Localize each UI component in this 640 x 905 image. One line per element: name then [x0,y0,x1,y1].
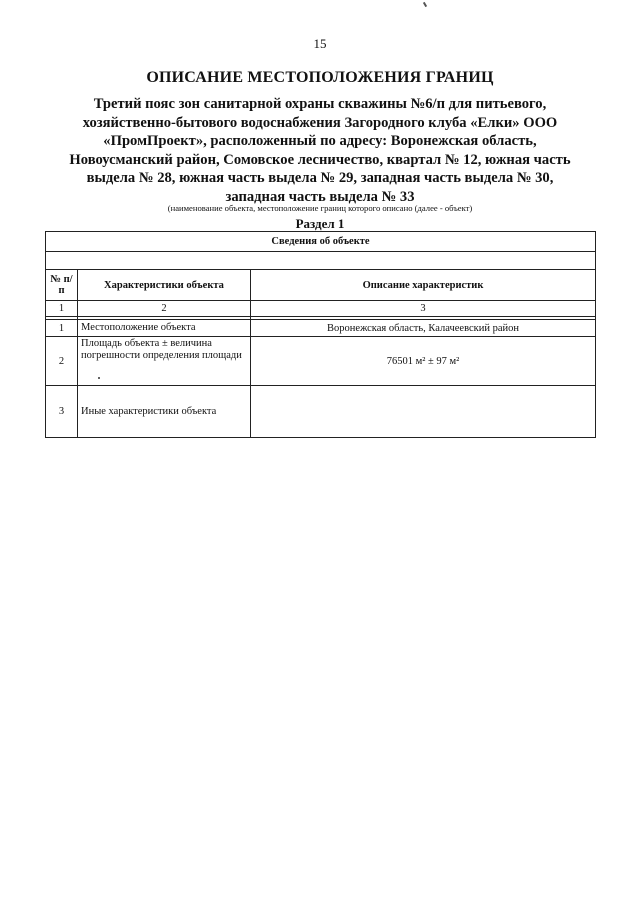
row-number: 1 [46,320,78,337]
object-description-line: выдела № 28, южная часть выдела № 29, западная часть выдела № 30, [86,170,554,187]
column-number: 3 [251,301,596,317]
row-number: 2 [46,337,78,386]
column-header-description: Описание характеристик [251,270,596,301]
row-number: 3 [46,386,78,438]
section-title: Раздел 1 [295,216,345,231]
row-value [251,386,596,438]
column-header-characteristic: Характеристики объекта [78,270,251,301]
page-number: 15 [313,36,327,51]
object-description [50,95,590,207]
object-description-line: хозяйственно-бытового водоснабжения Загородного клуба «Елки» ООО [82,114,558,131]
document-title: ОПИСАНИЕ МЕСТОПОЛОЖЕНИЯ ГРАНИЦ [146,69,494,86]
table-spacer-row [46,252,596,270]
row-characteristic: Иные характеристики объекта [78,386,251,438]
table-row [46,386,596,438]
row-characteristic: Площадь объекта ± величина погрешности определения площади [78,337,251,386]
row-value: Воронежская область, Калачеевский район [251,320,596,337]
column-header-num: № п/п [46,270,78,301]
table-row [46,320,596,337]
column-number: 2 [78,301,251,317]
object-info-table [45,231,596,438]
object-description-line: Третий пояс зон санитарной охраны скважины №6/п для питьевого, [93,96,547,112]
object-description-line: «ПромПроект», расположенный по адресу: Воронежская область, [103,133,537,150]
scan-mark [423,2,427,7]
object-description-line: западная часть выдела № 33 [225,188,415,205]
object-caption: (наименование объекта, местоположение границ которого описано (далее - объект) [167,203,473,213]
row-characteristic: Местоположение объекта [78,320,251,337]
table-heading: Сведения об объекте [46,232,596,252]
scan-dot [98,377,100,379]
column-number: 1 [46,301,78,317]
table-row [46,337,596,386]
object-description-line: Новоусманский район, Сомовское лесничество, квартал № 12, южная часть [69,151,571,168]
row-value: 76501 м² ± 97 м² [251,337,596,386]
